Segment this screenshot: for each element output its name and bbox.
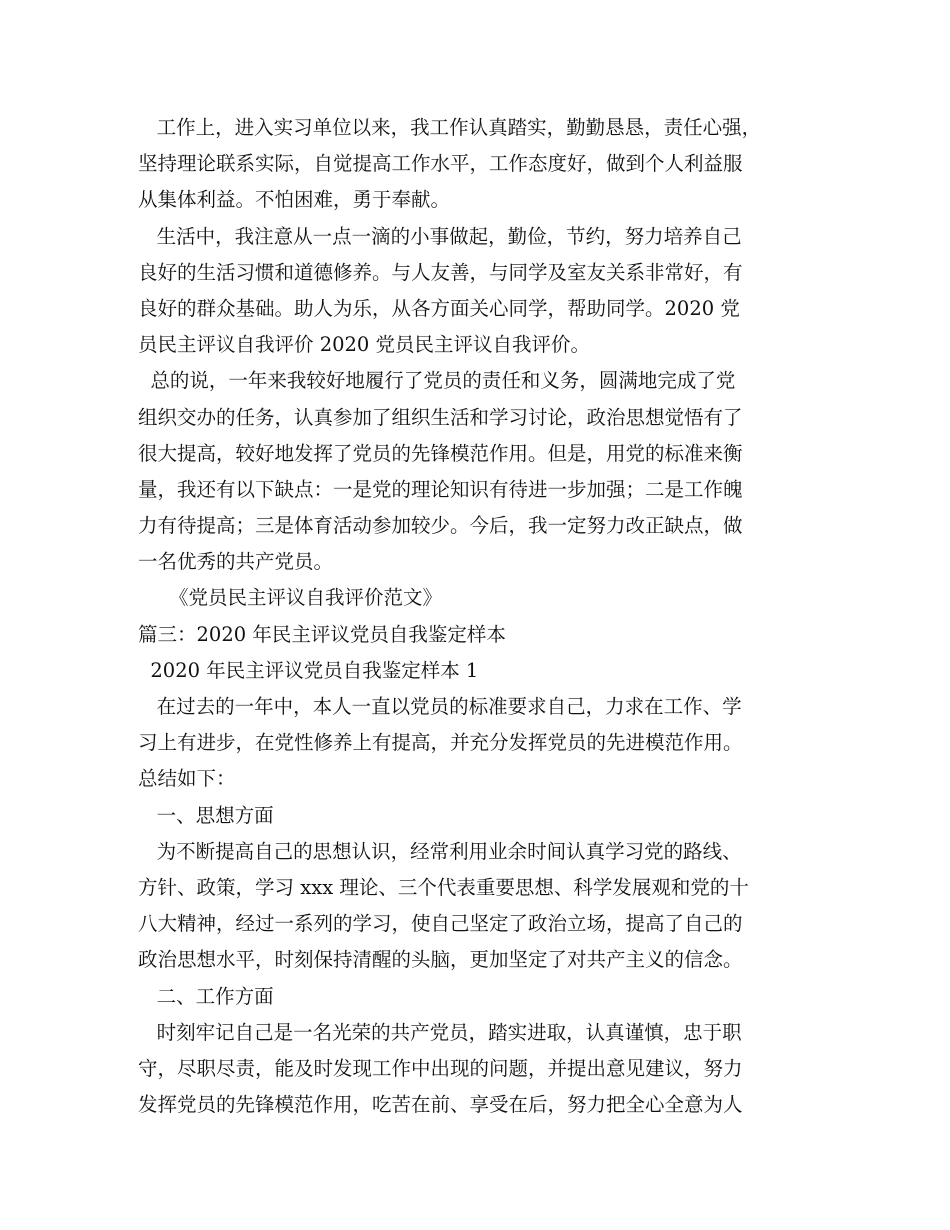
text-line: 生活中，我注意从一点一滴的小事做起，勤俭，节约，努力培养自己 [138, 224, 742, 248]
text-line: 时刻牢记自己是一名光荣的共产党员，踏实进取，认真谨慎，忠于职 [138, 1020, 742, 1044]
text-line: 从集体利益。不怕困难，勇于奉献。 [138, 188, 451, 212]
text-line: 发挥党员的先锋模范作用，吃苦在前、享受在后，努力把全心全意为人 [138, 1093, 743, 1117]
section-heading: 篇三：2020 年民主评议党员自我鉴定样本 [138, 622, 506, 646]
document-title-quote: 《党员民主评议自我评价范文》 [138, 586, 442, 610]
text-line: 总的说，一年来我较好地履行了党员的责任和义务，圆满地完成了党 [138, 369, 736, 393]
text-line: 总结如下： [138, 767, 236, 791]
text-line: 员民主评议自我评价 2020 党员民主评议自我评价。 [138, 333, 591, 357]
subsection-heading: 2020 年民主评议党员自我鉴定样本 1 [138, 658, 479, 682]
item-heading: 一、思想方面 [138, 803, 274, 827]
text-line: 政治思想水平，时刻保持清醒的头脑，更加坚定了对共产主义的信念。 [138, 948, 743, 972]
text-line: 组织交办的任务，认真参加了组织生活和学习讨论，政治思想觉悟有了 [138, 405, 743, 429]
text-line: 良好的生活习惯和道德修养。与人友善，与同学及室友关系非常好，有 [138, 260, 743, 284]
document-body [138, 110, 828, 1123]
text-line: 方针、政策，学习 xxx 理论、三个代表重要思想、科学发展观和党的十 [138, 875, 749, 899]
text-line: 在过去的一年中，本人一直以党员的标准要求自己，力求在工作、学 [138, 695, 742, 718]
text-line: 八大精神，经过一系列的学习，使自己坚定了政治立场，提高了自己的 [138, 912, 743, 936]
text-line: 守，尽职尽责，能及时发现工作中出现的问题，并提出意见建议，努力 [138, 1056, 743, 1080]
text-line: 良好的群众基础。助人为乐，从各方面关心同学，帮助同学。2020 党 [138, 296, 740, 320]
item-heading: 二、工作方面 [138, 984, 274, 1008]
text-line: 习上有进步，在党性修养上有提高，并充分发挥党员的先进模范作用。 [138, 731, 743, 755]
text-line: 为不断提高自己的思想认识，经常利用业余时间认真学习党的路线、 [138, 839, 742, 863]
text-line: 一名优秀的共产党员。 [138, 550, 334, 574]
text-line: 很大提高，较好地发挥了党员的先锋模范作用。但是，用党的标准来衡 [138, 441, 743, 465]
text-line: 坚持理论联系实际，自觉提高工作水平，工作态度好，做到个人利益服 [138, 152, 743, 176]
text-line: 工作上，进入实习单位以来，我工作认真踏实，勤勤恳恳，责任心强， [138, 116, 762, 139]
text-line: 力有待提高；三是体育活动参加较少。今后，我一定努力改正缺点，做 [138, 514, 743, 538]
text-line: 量，我还有以下缺点：一是党的理论知识有待进一步加强；二是工作魄 [138, 477, 743, 501]
